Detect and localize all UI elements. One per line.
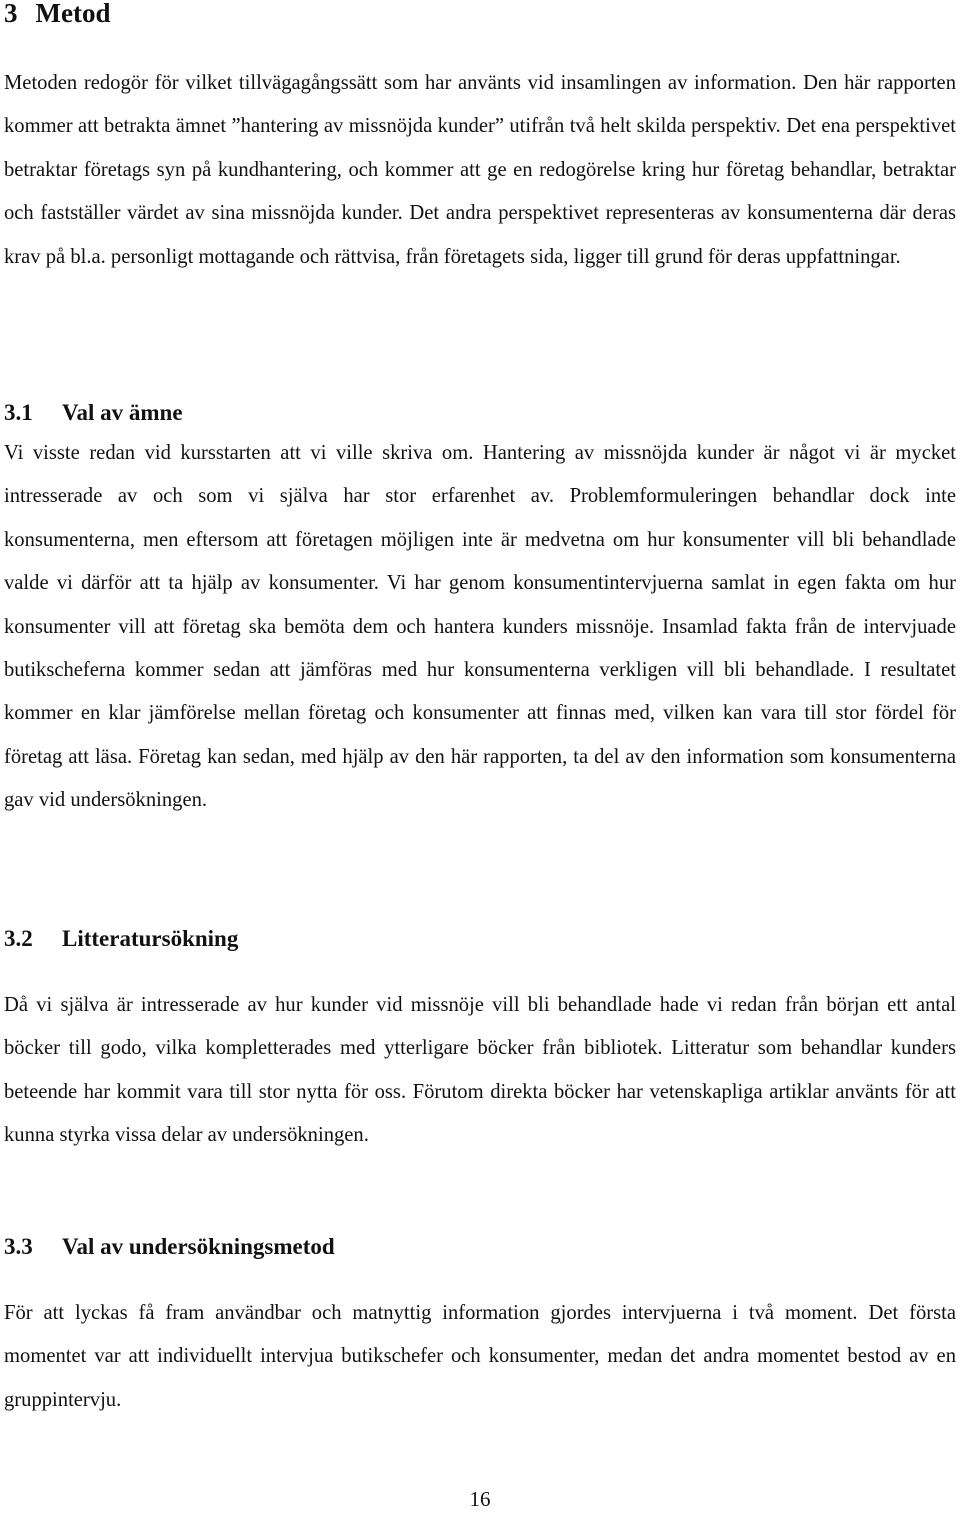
chapter-title: Metod — [35, 0, 111, 28]
section-number: 3.2 — [4, 926, 33, 951]
section-paragraph-3-1: Vi visste redan vid kursstarten att vi ville skriva om. Hantering av missnöjda kunder är något vi är mycket intresserade av och som vi själva har stor erfarenhet av. Problemformuleringen behandlar dock inte konsumenterna, men eftersom att företagen möjligen inte är medvetna om hur konsumenter vill bli behandlade valde vi därför att ta hjälp av konsumenter. Vi har genom konsumentintervjuerna samlat in egen fakta om hur konsumenter vill att företag ska bemöta dem och hantera kunders missnöje. Insamlad fakta från de intervjuade butikscheferna kommer sedan att jämföras med hur konsumenterna verkligen vill bli behandlade. I resultatet kommer en klar jämförelse mellan företag och konsumenter att finnas med, vilken kan vara till stor fördel för företag att läsa. Företag kan sedan, med hjälp av den här rapporten, ta del av den information som konsumenterna gav vid undersökningen. — [4, 442, 956, 812]
section-number: 3.3 — [4, 1234, 33, 1259]
section-heading-3-2 — [4, 924, 238, 954]
section-heading-3-1 — [4, 398, 183, 428]
chapter-number: 3 — [4, 0, 18, 28]
intro-paragraph: Metoden redogör för vilket tillvägagångssätt som har använts vid insamlingen av information. Den här rapporten kommer att betrakta ämnet ”hantering av missnöjda kunder” utifrån två helt skilda perspektiv. Det ena perspektivet betraktar företags syn på kundhantering, och kommer att ge en redogörelse kring hur företag behandlar, betraktar och fastställer värdet av sina missnöjda kunder. Det andra perspektivet representeras av konsumenterna där deras krav på bl.a. personligt mottagande och rättvisa, från företagets sida, ligger till grund för deras uppfattningar. — [4, 72, 956, 268]
section-paragraph-3-2: Då vi själva är intresserade av hur kunder vid missnöje vill bli behandlade hade vi redan från början ett antal böcker till godo, vilka kompletterades med ytterligare böcker från bibliotek. Litteratur som behandlar kunders beteende har kommit vara till stor nytta för oss. Förutom direkta böcker har vetenskapliga artiklar använts för att kunna styrka vissa delar av undersökningen. — [4, 994, 956, 1147]
section-heading-3-3 — [4, 1232, 335, 1262]
page-number: 16 — [469, 1487, 491, 1511]
section-title: Litteratursökning — [62, 926, 239, 951]
section-number: 3.1 — [4, 400, 33, 425]
section-title: Val av ämne — [62, 400, 183, 425]
section-paragraph-3-3: För att lyckas få fram användbar och matnyttig information gjordes intervjuerna i två moment. Det första momentet var att individuellt intervjua butikschefer och konsumenter, medan det andra momentet bestod av en gruppintervju. — [4, 1302, 956, 1411]
section-title: Val av undersökningsmetod — [62, 1234, 335, 1259]
chapter-heading — [4, 0, 110, 32]
